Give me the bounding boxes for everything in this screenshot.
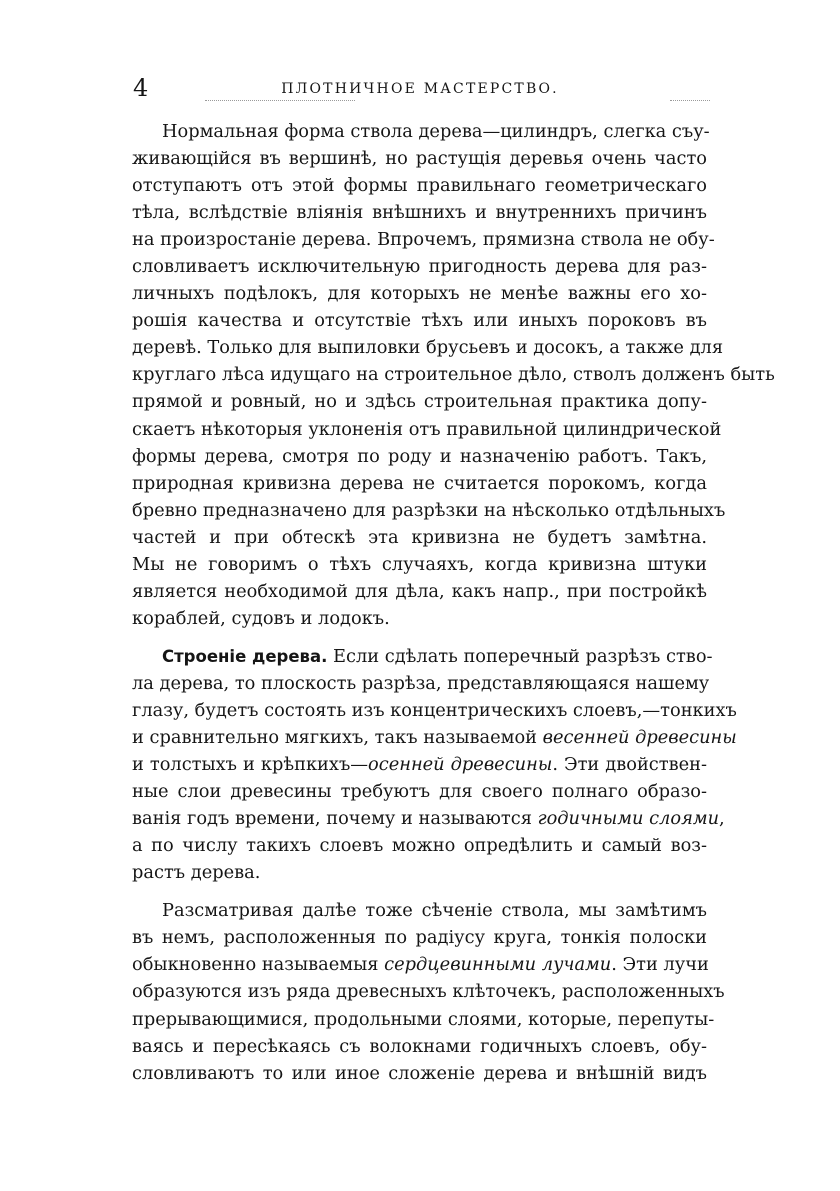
italic-term: годичными слоями — [537, 808, 720, 830]
text-line: прерывающимися, продольными слоями, которые, перепуты- — [132, 1008, 715, 1030]
running-header: ПЛОТНИЧНОЕ МАСТЕРСТВО. — [281, 81, 559, 97]
text-line: словливаютъ то или иное сложеніе дерева и внѣшній видъ — [132, 1062, 707, 1084]
text-line: растъ дерева. — [132, 862, 261, 884]
text-line: образуются изъ ряда древесныхъ клѣточекъ, расположенныхъ — [132, 981, 725, 1003]
paragraph-tree-structure — [132, 643, 737, 886]
text-line: Разсматривая далѣе тоже сѣченіе ствола, мы замѣтимъ — [162, 900, 707, 922]
text-line: прямой и ровный, но и здѣсь строительная практика допу- — [132, 391, 707, 413]
text-line: кораблей, судовъ и лодокъ. — [132, 607, 390, 629]
text-line — [132, 643, 713, 670]
text-line: рошія качества и отсутствіе тѣхъ или иныхъ пороковъ въ — [132, 310, 707, 332]
paragraph-gap — [132, 632, 707, 643]
text-line: на произростаніе дерева. Впрочемъ, прямизна ствола не обу- — [132, 229, 715, 251]
text-line: въ немъ, расположенныя по радіусу круга, тонкія полоски — [132, 927, 707, 949]
paragraph-trunk-form — [132, 118, 775, 632]
text-line: скаетъ нѣкоторыя уклоненія отъ правильной цилиндрической — [132, 418, 722, 440]
text-line: личныхъ подѣлокъ, для которыхъ не менѣе важны его хо- — [132, 283, 707, 305]
text-fragment: , — [719, 808, 725, 830]
italic-term: весенней древесины — [542, 727, 737, 749]
text-line: частей и при обтескѣ эта кривизна не будетъ замѣтна. — [132, 526, 707, 548]
header-rule-left — [205, 100, 355, 101]
text-line: круглаго лѣса идущаго на строительное дѣло, стволъ долженъ быть — [132, 364, 775, 386]
text-line: природная кривизна дерева не считается порокомъ, когда — [132, 472, 707, 494]
text-line — [132, 724, 737, 751]
text-fragment: и сравнительно мягкихъ, такъ называемой — [132, 727, 543, 749]
text-line: ные слои древесины требуютъ для своего полнаго образо- — [132, 781, 707, 803]
text-line: а по числу такихъ слоевъ можно опредѣлить и самый воз- — [132, 835, 707, 857]
text-fragment: обыкновенно называемыя — [132, 954, 385, 976]
text-line: глазу, будетъ состоять изъ концентрическихъ слоевъ,—тонкихъ — [132, 699, 737, 721]
text-line: Нормальная форма ствола дерева—цилиндръ, слегка съу- — [162, 121, 710, 142]
italic-term: осенней древесины — [368, 754, 553, 776]
text-fragment: . Эти лучи — [611, 954, 709, 976]
page-number: 4 — [133, 74, 149, 102]
text-line — [132, 751, 707, 778]
text-line: живающійся въ вершинѣ, но растущія деревья очень часто — [132, 148, 707, 170]
body-text — [132, 118, 775, 1087]
paragraph-medullary-rays — [132, 897, 725, 1086]
text-fragment: . Эти двойствен- — [552, 754, 707, 776]
text-fragment: и толстыхъ и крѣпкихъ— — [132, 754, 369, 776]
text-line: бревно предназначено для разрѣзки на нѣсколько отдѣльныхъ — [132, 499, 726, 521]
text-line: тѣла, вслѣдствіе вліянія внѣшнихъ и внутреннихъ причинъ — [132, 202, 707, 224]
text-line: деревѣ. Только для выпиловки брусьевъ и досокъ, а также для — [132, 337, 724, 359]
text-line: отступаютъ отъ этой формы правильнаго геометрическаго — [132, 175, 707, 197]
text-fragment: Если сдѣлать поперечный разрѣзъ ство- — [327, 645, 713, 667]
text-line: Мы не говоримъ о тѣхъ случаяхъ, когда кривизна штуки — [132, 553, 707, 575]
text-line — [132, 805, 725, 832]
text-line: ваясь и пересѣкаясь съ волокнами годичныхъ слоевъ, обу- — [132, 1035, 707, 1057]
section-heading: Строеніе дерева. — [162, 646, 328, 666]
text-line: формы дерева, смотря по роду и назначенію работъ. Такъ, — [132, 445, 707, 467]
text-line: является необходимой для дѣла, какъ напр., при постройкѣ — [132, 580, 707, 602]
text-fragment: ванія годъ времени, почему и называются — [132, 808, 538, 830]
header-rule-right — [670, 100, 710, 101]
text-line: словливаетъ исключительную пригодность дерева для раз- — [132, 256, 707, 278]
paragraph-gap — [132, 886, 707, 897]
italic-term: сердцевинными лучами — [384, 954, 612, 976]
text-line: ла дерева, то плоскость разрѣза, представляющаяся нашему — [132, 672, 710, 694]
text-line — [132, 951, 707, 978]
